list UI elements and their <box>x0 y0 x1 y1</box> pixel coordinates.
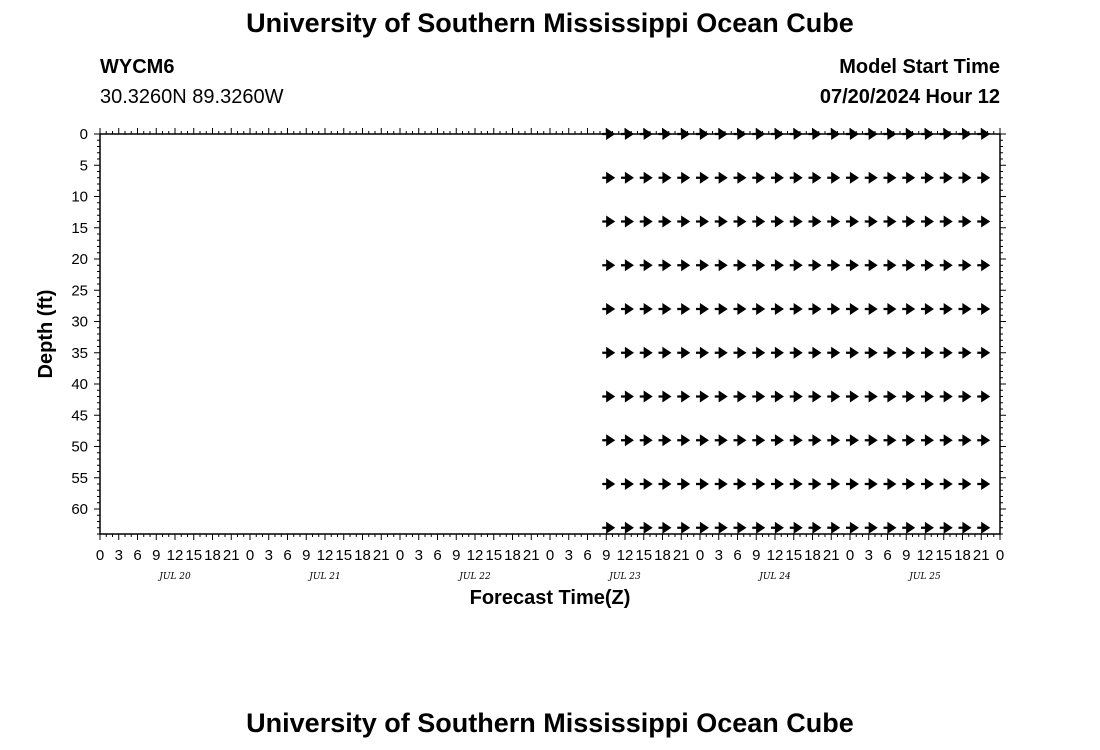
current-vector-arrow <box>677 524 688 532</box>
current-vector-arrow <box>977 261 988 269</box>
current-vector-arrow <box>921 436 932 444</box>
current-vector-arrow <box>790 130 801 138</box>
current-vector-arrow <box>809 261 820 269</box>
current-vector-arrow <box>621 130 632 138</box>
current-vector-arrow <box>752 436 763 444</box>
current-vector-arrow <box>659 261 670 269</box>
current-vector-arrow <box>846 305 857 313</box>
x-tick-label: 15 <box>485 547 503 564</box>
current-vector-arrow <box>902 174 913 182</box>
current-vector-arrow <box>884 349 895 357</box>
current-vector-arrow <box>602 480 613 488</box>
current-vector-arrow <box>827 524 838 532</box>
current-vector-arrow <box>827 305 838 313</box>
current-vector-arrow <box>902 130 913 138</box>
current-vector-arrow <box>846 480 857 488</box>
current-vector-arrow <box>771 436 782 444</box>
current-vector-arrow <box>752 524 763 532</box>
current-vector-arrow <box>715 436 726 444</box>
current-vector-arrow <box>752 393 763 401</box>
current-vector-arrow <box>921 349 932 357</box>
x-tick-label: 0 <box>95 547 105 564</box>
current-vector-arrow <box>827 261 838 269</box>
current-vector-arrow <box>921 261 932 269</box>
x-tick-label: 0 <box>845 547 855 564</box>
y-tick-label: 50 <box>71 438 88 456</box>
current-vector-arrow <box>959 305 970 313</box>
x-tick-label: 6 <box>733 547 742 564</box>
x-tick-label: 3 <box>864 547 873 564</box>
x-tick-label: 9 <box>302 547 311 564</box>
current-vector-arrow <box>902 218 913 226</box>
station-id: WYCM6 <box>100 56 175 78</box>
current-vector-arrow <box>809 524 820 532</box>
current-vector-arrow <box>959 436 970 444</box>
current-vector-arrow <box>790 524 801 532</box>
y-tick-label: 0 <box>79 126 88 143</box>
current-vector-arrow <box>940 393 951 401</box>
current-vector-arrow <box>696 305 707 313</box>
current-vector-arrow <box>977 174 988 182</box>
current-vector-arrow <box>715 524 726 532</box>
x-tick-label: 18 <box>954 547 971 564</box>
current-vector-arrow <box>602 174 613 182</box>
current-vector-arrow <box>809 174 820 182</box>
current-vector-arrow <box>846 130 857 138</box>
current-vector-arrow <box>902 349 913 357</box>
current-vector-arrow <box>771 524 782 532</box>
x-tick-label: 15 <box>785 547 803 564</box>
current-vector-arrow <box>715 480 726 488</box>
current-vector-arrow <box>902 261 913 269</box>
x-tick-label: 3 <box>714 547 723 564</box>
current-vector-arrow <box>959 524 970 532</box>
current-vector-arrow <box>677 480 688 488</box>
current-vector-arrow <box>902 393 913 401</box>
current-vector-arrow <box>827 218 838 226</box>
current-vector-arrow <box>921 218 932 226</box>
current-vector-arrow <box>771 130 782 138</box>
current-vector-arrow <box>621 524 632 532</box>
x-tick-label: 18 <box>804 547 821 564</box>
x-tick-label: 3 <box>114 547 123 564</box>
current-vector-arrow <box>884 261 895 269</box>
current-vector-arrow <box>734 174 745 182</box>
current-vector-arrow <box>677 349 688 357</box>
current-vector-arrow <box>921 130 932 138</box>
x-tick-label: 12 <box>466 547 484 564</box>
y-tick-label: 60 <box>71 501 88 518</box>
current-vector-arrow <box>621 480 632 488</box>
current-vector-arrow <box>959 218 970 226</box>
current-vector-arrow <box>846 393 857 401</box>
x-tick-label: 9 <box>152 547 161 564</box>
current-vector-arrow <box>677 436 688 444</box>
current-vector-arrow <box>659 393 670 401</box>
current-vector-arrow <box>734 130 745 138</box>
y-tick-label: 20 <box>71 251 88 268</box>
station-coordinates: 30.3260N 89.3260W <box>100 86 284 108</box>
current-vector-arrow <box>940 524 951 532</box>
current-vector-arrow <box>884 436 895 444</box>
current-vector-arrow <box>771 261 782 269</box>
current-vector-arrow <box>696 130 707 138</box>
current-vector-arrow <box>771 480 782 488</box>
current-vector-arrow <box>884 524 895 532</box>
current-vector-arrow <box>921 305 932 313</box>
x-tick-label: 18 <box>204 547 221 564</box>
current-vector-arrow <box>902 524 913 532</box>
current-vector-arrow <box>977 305 988 313</box>
current-vector-arrow <box>827 349 838 357</box>
current-vector-arrow <box>602 305 613 313</box>
x-tick-label: 6 <box>283 547 292 564</box>
x-tick-label: 21 <box>672 547 690 564</box>
current-vector-arrow <box>771 174 782 182</box>
current-vector-arrow <box>809 305 820 313</box>
current-vector-arrow <box>715 174 726 182</box>
current-vector-arrow <box>640 261 651 269</box>
day-label: JUL 20 <box>159 572 191 582</box>
current-vector-arrow <box>752 480 763 488</box>
current-vector-arrow <box>659 480 670 488</box>
current-vector-arrow <box>640 480 651 488</box>
current-vector-arrow <box>752 261 763 269</box>
current-vector-arrow <box>865 436 876 444</box>
current-vector-arrow <box>865 524 876 532</box>
day-label: JUL 21 <box>309 572 341 582</box>
current-vector-arrow <box>621 393 632 401</box>
current-vector-arrow <box>734 436 745 444</box>
current-vector-arrow <box>715 261 726 269</box>
current-vector-arrow <box>677 305 688 313</box>
current-vector-arrow <box>827 130 838 138</box>
current-vector-arrow <box>696 393 707 401</box>
current-vector-arrow <box>790 393 801 401</box>
x-tick-label: 6 <box>133 547 142 564</box>
x-tick-label: 21 <box>972 547 990 564</box>
day-label: JUL 22 <box>459 572 491 582</box>
current-vector-arrow <box>940 218 951 226</box>
current-vector-arrow <box>640 349 651 357</box>
current-vector-arrow <box>734 261 745 269</box>
current-vector-arrow <box>884 393 895 401</box>
current-vector-arrow <box>659 130 670 138</box>
footer-title: University of Southern Mississippi Ocean Cube <box>246 708 854 738</box>
current-vector-arrow <box>621 218 632 226</box>
current-vector-arrow <box>696 524 707 532</box>
current-vector-arrow <box>846 174 857 182</box>
x-tick-label: 9 <box>752 547 761 564</box>
current-vector-arrow <box>752 305 763 313</box>
x-tick-label: 9 <box>902 547 911 564</box>
x-tick-label: 18 <box>354 547 371 564</box>
day-label: JUL 25 <box>909 572 941 582</box>
current-vector-arrow <box>734 393 745 401</box>
current-vector-arrow <box>602 261 613 269</box>
current-vector-arrow <box>640 393 651 401</box>
x-tick-label: 12 <box>766 547 784 564</box>
x-tick-label: 18 <box>654 547 671 564</box>
current-vector-arrow <box>809 393 820 401</box>
current-vector-arrow <box>940 480 951 488</box>
y-tick-label: 10 <box>71 188 88 206</box>
current-vector-arrow <box>771 349 782 357</box>
current-vector-arrow <box>846 261 857 269</box>
x-tick-label: 18 <box>504 547 521 564</box>
x-tick-label: 0 <box>695 547 705 564</box>
current-vector-arrow <box>884 130 895 138</box>
current-vector-arrow <box>659 436 670 444</box>
x-tick-label: 0 <box>995 547 1005 564</box>
current-vector-arrow <box>921 393 932 401</box>
current-vector-arrow <box>696 174 707 182</box>
current-vector-arrow <box>846 524 857 532</box>
current-vector-arrow <box>696 349 707 357</box>
plot-frame <box>100 134 1000 534</box>
current-vector-arrow <box>640 130 651 138</box>
x-tick-label: 15 <box>635 547 653 564</box>
current-vector-arrow <box>921 480 932 488</box>
current-vector-arrow <box>959 480 970 488</box>
x-tick-label: 3 <box>264 547 273 564</box>
current-vector-arrow <box>865 261 876 269</box>
current-vector-arrow <box>977 480 988 488</box>
x-tick-label: 6 <box>583 547 592 564</box>
y-tick-label: 35 <box>71 344 88 362</box>
current-vector-arrow <box>771 393 782 401</box>
current-vector-arrow <box>602 218 613 226</box>
current-vector-arrow <box>846 349 857 357</box>
current-vector-arrow <box>696 261 707 269</box>
current-vector-arrow <box>884 480 895 488</box>
current-vector-arrow <box>865 130 876 138</box>
current-vector-arrow <box>827 480 838 488</box>
current-vector-arrow <box>734 218 745 226</box>
current-vector-arrow <box>621 174 632 182</box>
y-tick-label: 25 <box>71 282 88 300</box>
current-vector-arrow <box>752 130 763 138</box>
current-vector-arrow <box>865 218 876 226</box>
current-vector-arrow <box>959 174 970 182</box>
x-tick-label: 9 <box>452 547 461 564</box>
current-vector-arrow <box>940 305 951 313</box>
current-vector-arrow <box>677 393 688 401</box>
chart-title: University of Southern Mississippi Ocean Cube <box>246 8 854 38</box>
current-vector-arrow <box>846 218 857 226</box>
y-tick-label: 30 <box>71 313 88 331</box>
x-tick-label: 6 <box>433 547 442 564</box>
day-label: JUL 23 <box>609 572 641 582</box>
x-tick-label: 9 <box>602 547 611 564</box>
current-vector-arrow <box>640 174 651 182</box>
current-vector-arrow <box>940 174 951 182</box>
current-vector-arrow <box>659 349 670 357</box>
current-vector-arrow <box>921 524 932 532</box>
current-vector-arrow <box>715 349 726 357</box>
current-vector-arrow <box>715 393 726 401</box>
current-vector-arrow <box>602 349 613 357</box>
current-vector-arrow <box>602 393 613 401</box>
current-vector-arrow <box>696 218 707 226</box>
x-tick-label: 12 <box>916 547 934 564</box>
current-vector-arrow <box>790 218 801 226</box>
x-tick-label: 6 <box>883 547 892 564</box>
current-vector-arrow <box>659 305 670 313</box>
current-vector-arrow <box>640 218 651 226</box>
current-vector-arrow <box>940 349 951 357</box>
current-vector-arrow <box>677 174 688 182</box>
current-vector-arrow <box>959 393 970 401</box>
current-vector-arrow <box>752 174 763 182</box>
current-vector-arrow <box>809 218 820 226</box>
x-tick-label: 12 <box>166 547 184 564</box>
current-vector-arrow <box>865 349 876 357</box>
current-vector-arrow <box>921 174 932 182</box>
current-vector-arrow <box>940 436 951 444</box>
current-vector-arrow <box>715 305 726 313</box>
current-vector-arrow <box>865 480 876 488</box>
current-vector-arrow <box>734 349 745 357</box>
current-vector-arrow <box>827 174 838 182</box>
y-tick-label: 15 <box>71 219 88 237</box>
current-vector-arrow <box>602 130 613 138</box>
current-vector-arrow <box>640 305 651 313</box>
current-vector-arrow <box>809 130 820 138</box>
x-tick-label: 15 <box>935 547 953 564</box>
current-vector-arrow <box>884 218 895 226</box>
current-vector-arrow <box>902 305 913 313</box>
current-vector-arrow <box>940 130 951 138</box>
current-vector-arrow <box>790 174 801 182</box>
x-tick-label: 12 <box>616 547 634 564</box>
current-vector-arrow <box>902 436 913 444</box>
x-tick-label: 3 <box>414 547 423 564</box>
model-start-value: 07/20/2024 Hour 12 <box>819 86 1000 108</box>
x-tick-label: 12 <box>316 547 334 564</box>
current-vector-arrow <box>790 480 801 488</box>
x-tick-label: 21 <box>222 547 240 564</box>
current-vector-arrow <box>790 305 801 313</box>
current-vector-arrow <box>659 218 670 226</box>
current-vector-arrow <box>977 524 988 532</box>
current-vector-arrow <box>659 524 670 532</box>
current-vector-arrow <box>977 349 988 357</box>
current-vector-arrow <box>734 305 745 313</box>
current-vector-arrow <box>640 436 651 444</box>
current-vector-arrow <box>884 305 895 313</box>
current-vector-arrow <box>809 349 820 357</box>
current-vector-arrow <box>809 480 820 488</box>
y-tick-label: 40 <box>71 376 88 393</box>
current-vector-arrow <box>771 305 782 313</box>
current-vector-arrow <box>677 130 688 138</box>
y-tick-label: 55 <box>71 469 88 487</box>
current-vector-arrow <box>734 524 745 532</box>
x-tick-label: 0 <box>545 547 555 564</box>
current-vector-arrow <box>884 174 895 182</box>
x-tick-label: 21 <box>372 547 390 564</box>
x-tick-label: 0 <box>395 547 405 564</box>
current-vector-arrow <box>959 349 970 357</box>
current-vector-arrow <box>696 436 707 444</box>
current-vector-arrow <box>790 261 801 269</box>
current-vector-arrow <box>977 393 988 401</box>
day-label: JUL 24 <box>759 572 791 582</box>
current-vector-arrow <box>790 436 801 444</box>
current-vector-arrow <box>977 218 988 226</box>
current-vector-arrow <box>677 261 688 269</box>
current-vector-arrow <box>621 349 632 357</box>
current-vector-arrow <box>771 218 782 226</box>
current-vector-arrow <box>827 436 838 444</box>
current-vector-arrow <box>959 130 970 138</box>
y-tick-label: 5 <box>79 157 88 175</box>
current-vector-arrow <box>677 218 688 226</box>
current-vector-arrow <box>621 305 632 313</box>
current-vector-arrow <box>602 436 613 444</box>
x-tick-label: 3 <box>564 547 573 564</box>
x-tick-label: 21 <box>522 547 540 564</box>
current-vector-arrow <box>865 393 876 401</box>
current-vector-arrow <box>827 393 838 401</box>
x-tick-label: 15 <box>185 547 203 564</box>
y-tick-label: 45 <box>71 407 88 425</box>
current-vector-arrow <box>752 349 763 357</box>
current-vector-arrow <box>865 174 876 182</box>
x-tick-label: 21 <box>822 547 840 564</box>
current-vector-arrow <box>846 436 857 444</box>
model-start-label: Model Start Time <box>839 56 1000 78</box>
current-vector-arrow <box>902 480 913 488</box>
current-vector-arrow <box>977 436 988 444</box>
x-axis-label: Forecast Time(Z) <box>469 587 631 609</box>
current-vector-arrow <box>752 218 763 226</box>
current-vector-arrow <box>865 305 876 313</box>
current-vector-arrow <box>790 349 801 357</box>
current-vector-arrow <box>940 261 951 269</box>
current-vector-arrow <box>959 261 970 269</box>
current-vector-arrow <box>602 524 613 532</box>
current-vector-arrow <box>621 436 632 444</box>
y-axis-label: Depth (ft) <box>35 289 57 379</box>
current-vector-arrow <box>809 436 820 444</box>
current-vector-arrow <box>977 130 988 138</box>
x-tick-label: 15 <box>335 547 353 564</box>
x-tick-label: 0 <box>245 547 255 564</box>
current-vector-arrow <box>621 261 632 269</box>
current-vector-arrow <box>640 524 651 532</box>
current-vector-arrow <box>659 174 670 182</box>
current-vector-arrow <box>715 218 726 226</box>
current-vector-arrow <box>734 480 745 488</box>
current-vector-arrow <box>696 480 707 488</box>
current-vector-arrow <box>715 130 726 138</box>
